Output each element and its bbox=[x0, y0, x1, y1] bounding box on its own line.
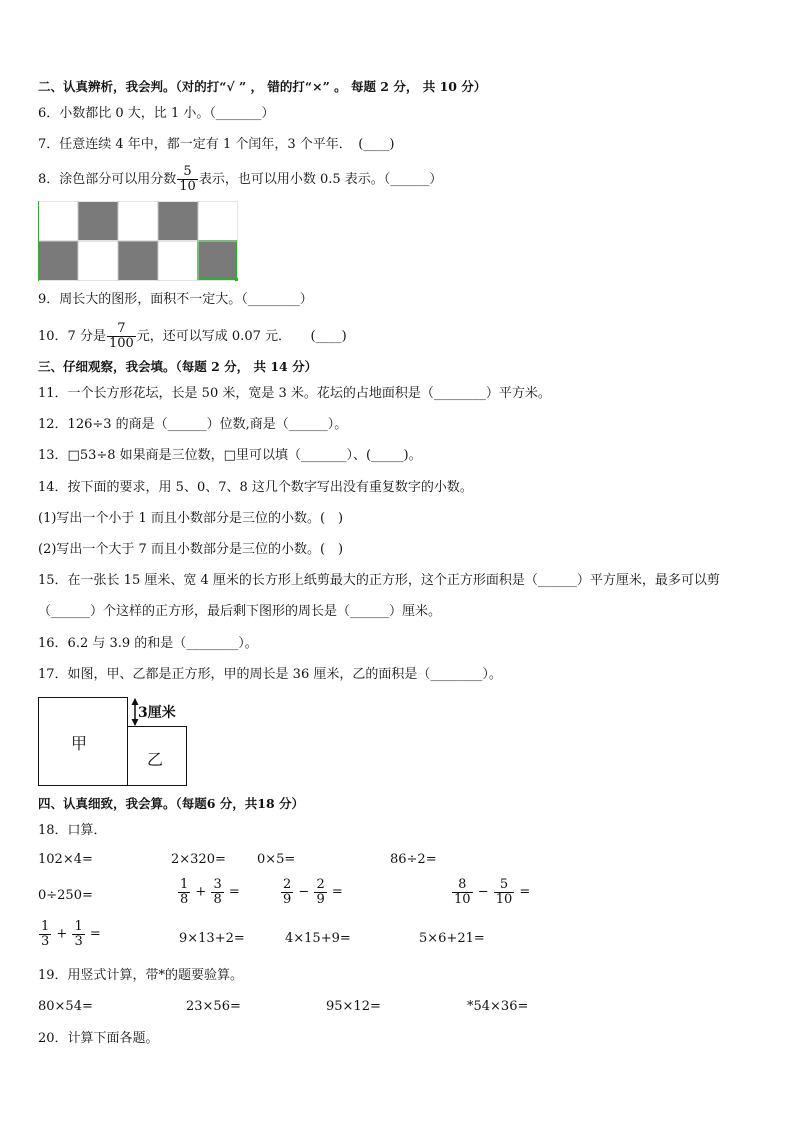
vertical-calc-1: 80×54= bbox=[38, 999, 93, 1014]
denominator: 10 bbox=[454, 891, 471, 907]
grid-selected-cell bbox=[198, 241, 236, 279]
question-8-text-pre: 8．涂色部分可以用分数 bbox=[38, 172, 177, 187]
denominator: 9 bbox=[283, 891, 292, 907]
question-13: 13．□53÷8 如果商是三位数，□里可以填（_______）、(_____)。 bbox=[38, 448, 422, 463]
fraction-numerator: 5 bbox=[183, 164, 192, 180]
shaded-grid-figure bbox=[38, 201, 238, 281]
square-yi-label: 乙 bbox=[147, 750, 164, 769]
numerator: 3 bbox=[213, 877, 222, 892]
section-2-title: 二、认真辨析，我会判。（对的打“√ ” ， 错的打“×” 。 每题 2 分， 共 10 分） bbox=[38, 79, 487, 94]
denominator: 3 bbox=[74, 933, 83, 949]
numerator: 1 bbox=[41, 919, 50, 934]
vertical-calc-3: 95×12= bbox=[326, 999, 381, 1014]
grid-shaded-cell bbox=[78, 202, 118, 240]
oral-calc-6: 9×13+2= bbox=[179, 931, 245, 946]
question-14: 14．按下面的要求，用 5、0、7、8 这几个数字写出没有重复数字的小数。 bbox=[38, 480, 473, 495]
denominator: 9 bbox=[316, 891, 325, 907]
oral-calc-4: 86÷2= bbox=[390, 852, 437, 867]
oral-calc-2: 2×320= bbox=[171, 852, 226, 867]
grid-shaded-cell bbox=[158, 202, 198, 240]
question-9: 9．周长大的图形，面积不一定大。（________） bbox=[38, 292, 313, 307]
question-18: 18．口算． bbox=[38, 823, 107, 838]
operator: − bbox=[477, 884, 489, 900]
operator: + bbox=[195, 884, 207, 900]
dimension-label: 3厘米 bbox=[138, 705, 176, 721]
fraction-seven-hundredths bbox=[107, 322, 136, 350]
question-7: 7．任意连续 4 年中，都一定有 1 个闰年，3 个平年． (____) bbox=[38, 137, 395, 152]
oral-calc-7: 4×15+9= bbox=[285, 931, 351, 946]
question-17: 17．如图，甲、乙都是正方形，甲的周长是 36 厘米，乙的面积是（________）。 bbox=[38, 667, 502, 682]
equals: = bbox=[519, 884, 531, 900]
question-15-line-2: （______）个这样的正方形，最后剩下图形的周长是（______）厘米。 bbox=[38, 604, 442, 619]
question-8 bbox=[38, 161, 442, 199]
operator: − bbox=[298, 884, 310, 900]
numerator: 2 bbox=[316, 877, 325, 892]
question-6: 6．小数都比 0 大，比 1 小。（_______） bbox=[38, 106, 275, 121]
equals: = bbox=[228, 884, 240, 900]
question-16: 16．6.2 与 3.9 的和是（________）。 bbox=[38, 636, 258, 651]
section-3-title: 三、仔细观察，我会填。（每题 2 分， 共 14 分） bbox=[38, 359, 318, 374]
question-12: 12．126÷3 的商是（______）位数,商是（______）。 bbox=[38, 417, 348, 432]
operator: + bbox=[56, 926, 68, 942]
denominator: 3 bbox=[41, 933, 50, 949]
denominator: 8 bbox=[180, 891, 189, 907]
grid-shaded-cell bbox=[118, 241, 158, 280]
question-11: 11．一个长方形花坛，长是 50 米，宽是 3 米。花坛的占地面积是（________）平方米。 bbox=[38, 386, 551, 401]
equals: = bbox=[331, 884, 343, 900]
squares-figure bbox=[38, 697, 198, 787]
grid-shaded-cell bbox=[39, 241, 78, 280]
numerator: 8 bbox=[458, 877, 467, 892]
oral-calc-5: 0÷250= bbox=[38, 888, 93, 903]
question-10-text-post: 元，还可以写成 0.07 元． (____) bbox=[136, 329, 347, 344]
fraction-expression-c bbox=[451, 878, 530, 906]
oral-calc-1: 102×4= bbox=[38, 852, 93, 867]
fraction-expression-a bbox=[177, 878, 240, 906]
fraction-numerator: 7 bbox=[117, 321, 126, 337]
square-jia-label: 甲 bbox=[71, 734, 88, 753]
question-15-line-1: 15．在一张长 15 厘米、宽 4 厘米的长方形上纸剪最大的正方形，这个正方形面积是（______）平方厘米，最多可以剪 bbox=[38, 573, 720, 588]
section-4-title: 四、认真细致，我会算。（每题6 分，共18 分） bbox=[38, 796, 305, 811]
equals: = bbox=[89, 926, 101, 942]
denominator: 8 bbox=[213, 891, 222, 907]
question-19: 19．用竖式计算，带*的题要验算。 bbox=[38, 968, 244, 983]
numerator: 2 bbox=[283, 877, 292, 892]
question-8-text-post: 表示，也可以用小数 0.5 表示。（______） bbox=[198, 172, 443, 187]
denominator: 10 bbox=[495, 891, 513, 907]
fraction-denominator: 100 bbox=[108, 336, 134, 351]
question-10 bbox=[38, 319, 347, 355]
numerator: 1 bbox=[180, 877, 189, 892]
numerator: 1 bbox=[74, 919, 83, 934]
question-20: 20．计算下面各题。 bbox=[38, 1031, 159, 1046]
vertical-calc-4: *54×36= bbox=[467, 999, 529, 1014]
fraction-five-tenths bbox=[177, 165, 198, 193]
fraction-expression-b bbox=[280, 878, 343, 906]
numerator: 5 bbox=[499, 877, 509, 892]
oral-calc-3: 0×5= bbox=[257, 852, 296, 867]
question-10-text-pre: 10．7 分是 bbox=[38, 329, 106, 344]
fraction-denominator: 10 bbox=[179, 179, 196, 194]
question-14-part-1: (1)写出一个小于 1 而且小数部分是三位的小数。( ) bbox=[38, 511, 344, 526]
fraction-expression-d bbox=[38, 920, 101, 948]
oral-calc-8: 5×6+21= bbox=[419, 931, 485, 946]
vertical-calc-2: 23×56= bbox=[186, 999, 241, 1014]
question-14-part-2: (2)写出一个大于 7 而且小数部分是三位的小数。( ) bbox=[38, 542, 344, 557]
